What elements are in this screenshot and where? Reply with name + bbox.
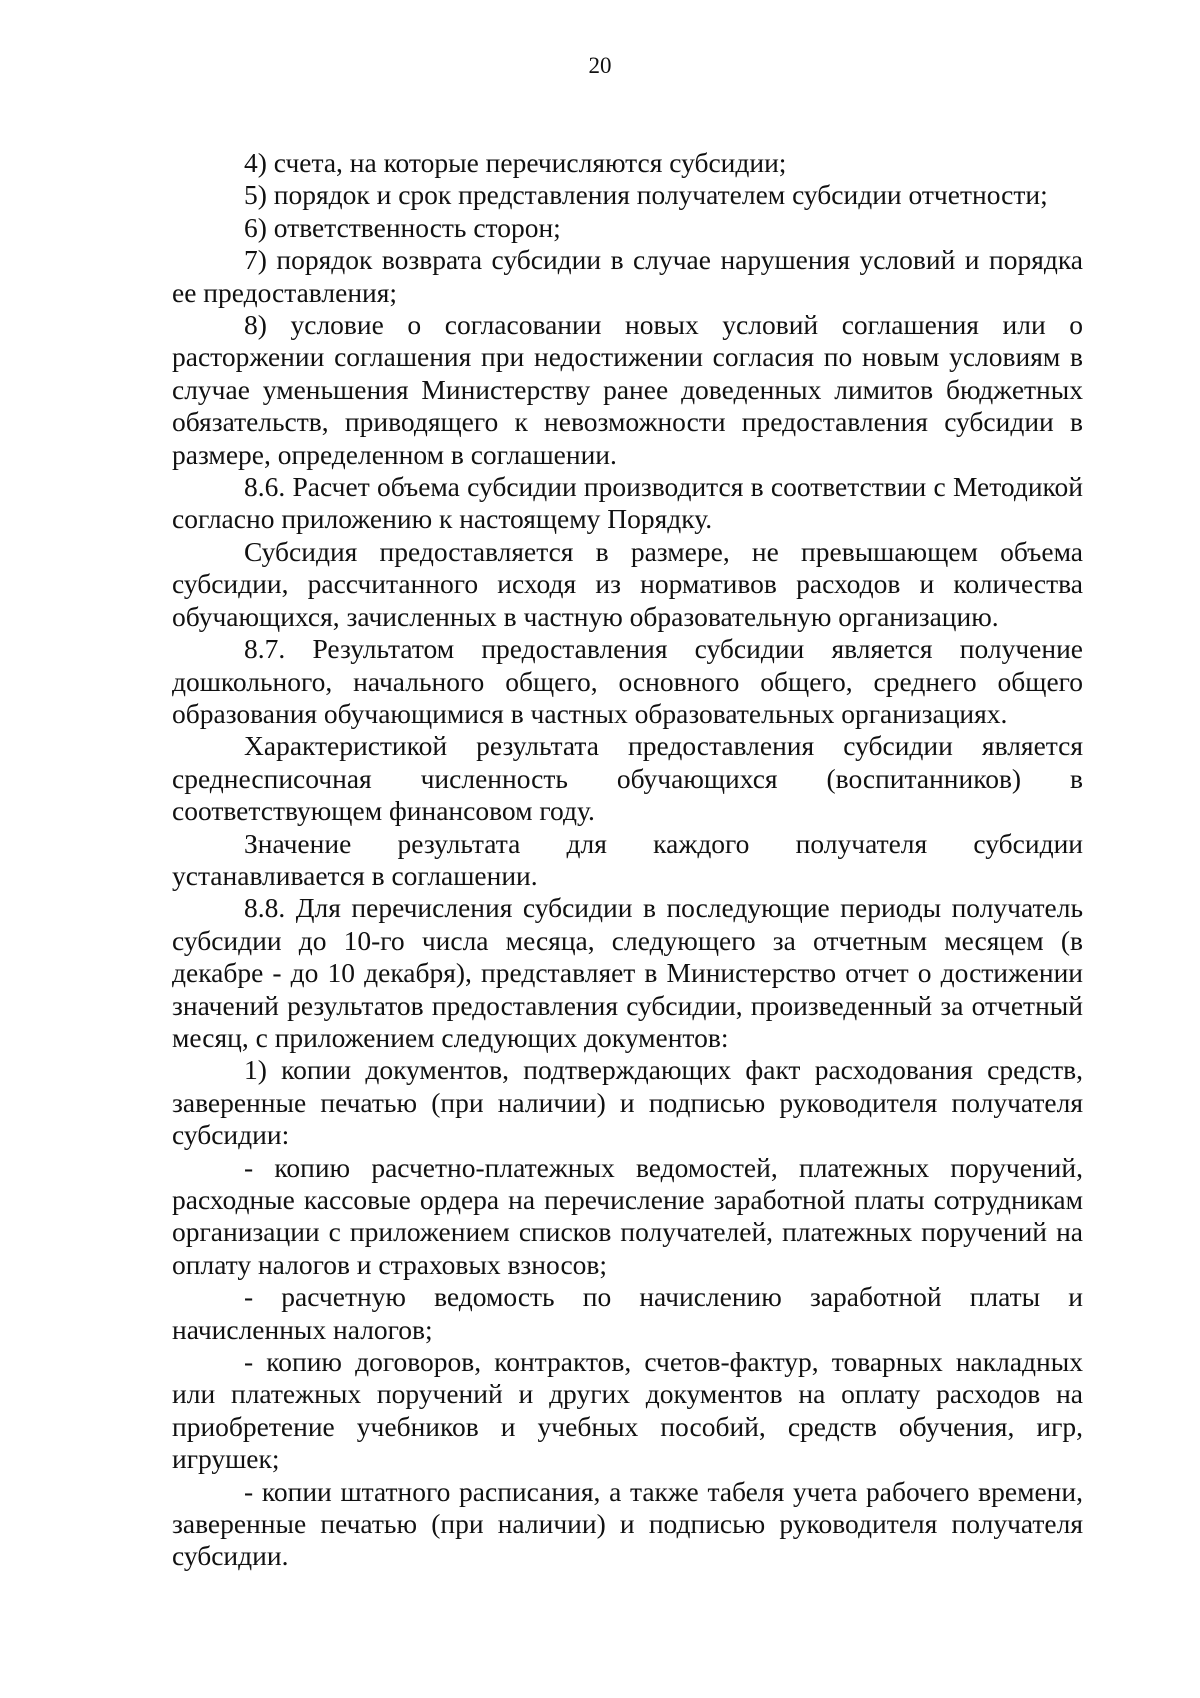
page-number: 20 [588, 53, 612, 78]
paragraph-item-8: 8) условие о согласовании новых условий соглашения или о расторжении соглашения при недостижении согласия по новым условиям в случае уменьшения Министерству ранее доведенных лимитов бюджетных обязательств, приводящего к невозможности предоставления субсидии в размере, определенном в соглашении. [172, 309, 1083, 470]
paragraph-clause-8-6: 8.6. Расчет объема субсидии производится в соответствии с Методикой согласно приложению к настоящему Порядку. [172, 471, 1083, 535]
paragraph-dash-payroll: - копию расчетно-платежных ведомостей, платежных поручений, расходные кассовые ордера на перечисление заработной платы сотрудникам организации с приложением списков получателей, платежных поручений на оплату налогов и страховых взносов; [172, 1151, 1083, 1280]
paragraph-documents-1: 1) копии документов, подтверждающих факт расходования средств, заверенные печатью (при наличии) и подписью руководителя получателя субсидии: [172, 1054, 1083, 1151]
paragraph-clause-8-8: 8.8. Для перечисления субсидии в последующие периоды получатель субсидии до 10-го числа месяца, следующего за отчетным месяцем (в декабре - до 10 декабря), представляет в Министерство отчет о достижении значений результатов предоставления субсидии, произведенный за отчетный месяц, с приложением следующих документов: [172, 892, 1083, 1053]
paragraph-result-value: Значение результата для каждого получателя субсидии устанавливается в соглашении. [172, 827, 1083, 891]
paragraph-item-7: 7) порядок возврата субсидии в случае нарушения условий и порядка ее предоставления; [172, 244, 1083, 308]
document-body [172, 147, 1083, 1573]
paragraph-item-4: 4) счета, на которые перечисляются субсидии; [244, 147, 787, 178]
paragraph-dash-staffing: - копии штатного расписания, а также табеля учета рабочего времени, заверенные печатью (при наличии) и подписью руководителя получателя субсидии. [172, 1475, 1083, 1572]
paragraph-dash-statement: - расчетную ведомость по начислению заработной платы и начисленных налогов; [172, 1281, 1083, 1345]
paragraph-item-5: 5) порядок и срок представления получателем субсидии отчетности; [244, 179, 1048, 211]
paragraph-dash-contracts: - копию договоров, контрактов, счетов-фактур, товарных накладных или платежных поручений и других документов на оплату расходов на приобретение учебников и учебных пособий, средств обучения, игр, игрушек; [172, 1346, 1083, 1475]
paragraph-result-characteristic: Характеристикой результата предоставления субсидии является среднесписочная численность обучающихся (воспитанников) в соответствующем финансовом году. [172, 730, 1083, 827]
paragraph-clause-8-7: 8.7. Результатом предоставления субсидии является получение дошкольного, начального общего, основного общего, среднего общего образования обучающимися в частных образовательных организациях. [172, 633, 1083, 729]
paragraph-item-6: 6) ответственность сторон; [244, 211, 561, 243]
paragraph-subsidy-size: Субсидия предоставляется в размере, не превышающем объема субсидии, рассчитанного исходя из нормативов расходов и количества обучающихся, зачисленных в частную образовательную организацию. [172, 535, 1083, 632]
